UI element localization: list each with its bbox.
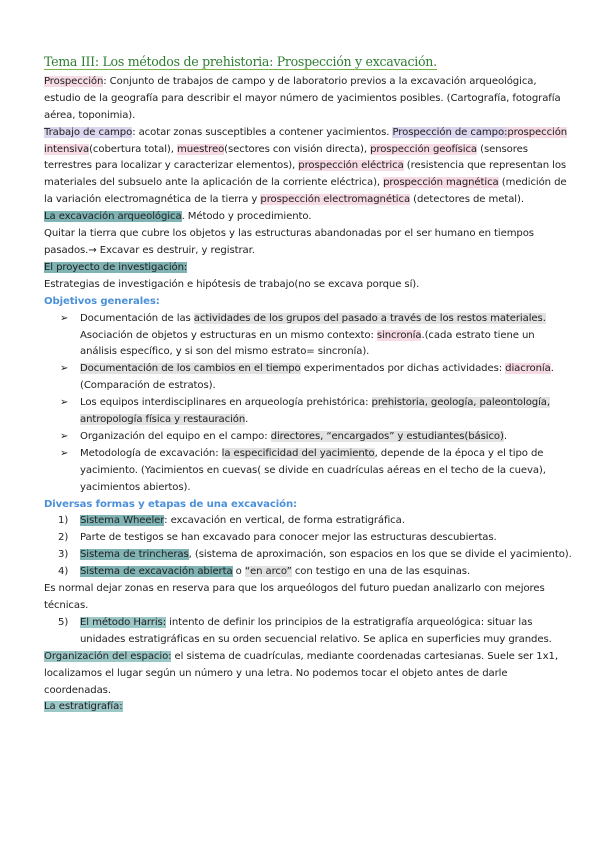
- term-prospeccion: Prospección: [44, 75, 104, 87]
- list-item: ➢ Organización del equipo en el campo: directores, “encargados” y estudiantes(básico).: [80, 429, 572, 446]
- arrow-bullet-icon: ➢: [60, 430, 69, 442]
- list-item: ➢ Los equipos interdisciplinares en arqueología prehistórica: prehistoria, geología, paleontología, antropología física y restauración.: [60, 397, 550, 426]
- list-item-harris: 5) El método Harris: intento de definir los principios de la estratigrafía arqueológica: situar las unidades estratigráficas en su orden secuencial relativo. Se aplica en superficies muy grandes.: [58, 616, 552, 645]
- list-formas: [44, 513, 572, 581]
- arrow-bullet-icon: ➢: [60, 363, 69, 375]
- list-item: 4) Sistema de excavación abierta o “en arco” con testigo en una de las esquinas.: [58, 566, 471, 578]
- paragraph-reserva: Es normal dejar zonas en reserva para que los arqueólogos del futuro puedan analizarlo con mejores técnicas.: [44, 583, 545, 611]
- arrow-bullet-icon: ➢: [60, 397, 69, 409]
- list-item: ➢ Documentación de los cambios en el tiempo experimentados por dichas actividades: diacronía. (Comparación de estratos).: [60, 363, 554, 392]
- paragraph-trabajo-campo: Trabajo de campo: acotar zonas susceptibles a contener yacimientos. Prospección de campo:prospección intensiva(cobertura total), muestreo(sectores con visión directa), prospección geofísica (sensores terrestres para localizar y caracterizar elementos), prospección eléctrica (resistencia que representan los materiales del subsuelo ante la aplicación de la corriente eléctrica), prospección magnética (medición de la variación electromagnética de la tierra y prospección electromagnética (detectores de metal).: [44, 126, 568, 206]
- paragraph-organizacion: Organización del espacio: el sistema de cuadrículas, mediante coordenadas cartesianas. Suele ser 1x1, localizamos el lugar según un número y una letra. No podemos tocar el objeto antes de darle coordenadas.: [44, 650, 558, 696]
- heading-objetivos: Objetivos generales:: [44, 295, 160, 307]
- paragraph-excavacion: La excavación arqueológica. Método y procedimiento.: [44, 211, 312, 223]
- list-item: 3) Sistema de trincheras, (sistema de aproximación, son espacios en los que se divide el yacimiento).: [58, 549, 572, 561]
- page-title: Tema III: Los métodos de prehistoria: Prospección y excavación.: [44, 54, 437, 69]
- list-item: ➢ Documentación de las actividades de los grupos del pasado a través de los restos materiales. Asociación de objetos y estructuras en un mismo contexto: sincronía.(cada estrato tiene un análisis específico, y si son del mismo estrato= sincronía).: [60, 312, 546, 358]
- list-objetivos: [44, 311, 572, 497]
- heading-formas: Diversas formas y etapas de una excavación:: [44, 498, 297, 510]
- paragraph-prospeccion: Prospección: Conjunto de trabajos de campo y de laboratorio previos a la excavación arqueológica, estudio de la geografía para describir el mayor número de yacimientos posibles. (Cartografía, fotografía aérea, toponimia).: [44, 75, 561, 121]
- list-item: 2) Parte de testigos se han excavado para conocer mejor las estructuras descubiertas.: [58, 532, 497, 544]
- arrow-bullet-icon: ➢: [60, 312, 69, 324]
- paragraph-quitar-tierra: Quitar la tierra que cubre los objetos y las estructuras abandonadas por el ser humano en tiempos pasados.→ Excavar es destruir, y registrar.: [44, 228, 534, 256]
- paragraph-estratigrafia: La estratigrafía:: [44, 701, 123, 713]
- paragraph-estrategias: Estrategias de investigación e hipótesis de trabajo(no se excava porque sí).: [44, 278, 420, 290]
- list-item: 1) Sistema Wheeler: excavación en vertical, de forma estratigráfica.: [58, 515, 405, 527]
- list-item: ➢ Metodología de excavación: la especificidad del yacimiento, depende de la época y el tipo de yacimiento. (Yacimientos en cuevas( se divide en cuadrículas aéreas en el techo de la cueva), yacimientos abiertos).: [60, 447, 546, 493]
- paragraph-proyecto: El proyecto de investigación:: [44, 261, 188, 273]
- arrow-bullet-icon: ➢: [60, 447, 69, 459]
